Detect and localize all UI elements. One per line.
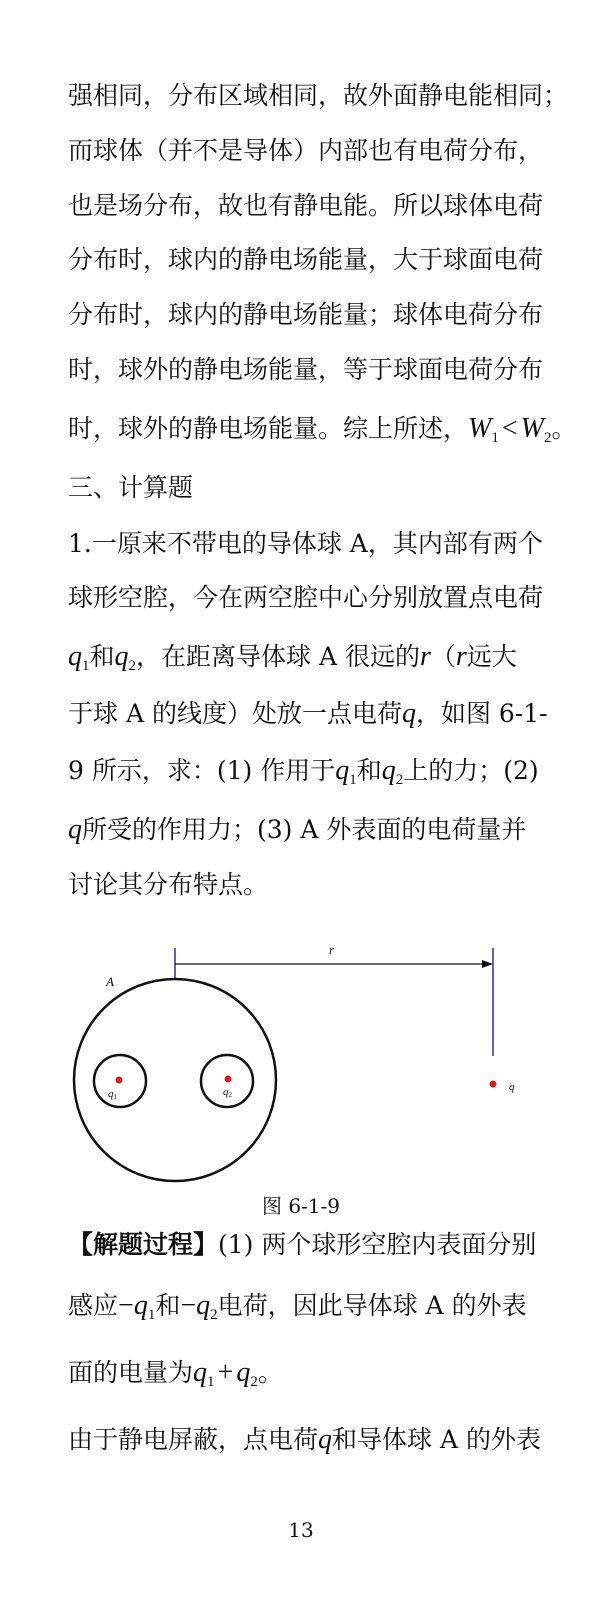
problem-line: 1.一原来不带电的导体球 A，其内部有两个 bbox=[68, 529, 543, 558]
q1-symbol: $q_1$ bbox=[335, 755, 357, 788]
conclusion-text: 时，球外的静电场能量。综上所述， bbox=[68, 414, 469, 443]
neg-q2-symbol: $-q_2$ bbox=[180, 1290, 218, 1323]
W2-symbol: $W_2$ bbox=[520, 413, 552, 446]
W1-symbol: $W_1$ bbox=[468, 413, 499, 446]
neg-q1-symbol: $-q_1$ bbox=[118, 1290, 156, 1323]
conclusion-end: 。 bbox=[551, 414, 577, 443]
section-title: 三、计算题 bbox=[68, 473, 194, 502]
r-symbol: r bbox=[419, 641, 431, 672]
distance-label: r bbox=[329, 942, 335, 957]
conductor-sphere bbox=[74, 979, 276, 1181]
text-line-conclusion bbox=[68, 409, 577, 449]
charge-q bbox=[490, 1081, 497, 1088]
arrow-head bbox=[482, 960, 493, 968]
text-line: 分布时，球内的静电场能量；球体电荷分布 bbox=[68, 300, 544, 329]
problem-line: 于球 A 的线度）处放一点电荷q，如图 6-1- bbox=[68, 698, 548, 729]
q-symbol: q bbox=[318, 1424, 333, 1455]
problem-line: $q_1$和$q_2$，在距离导体球 A 很远的r（r远大 bbox=[68, 641, 517, 674]
solution-line: 面的电量为$q_1 + q_2$。 bbox=[68, 1357, 283, 1390]
problem-line: 讨论其分布特点。 bbox=[68, 870, 269, 899]
plus-sign: + bbox=[217, 1357, 234, 1388]
q2-symbol: $q_2$ bbox=[236, 1357, 258, 1390]
q-label: q bbox=[509, 1081, 515, 1093]
sphere-label: A bbox=[106, 974, 114, 989]
q1-label: q1 bbox=[108, 1088, 117, 1101]
text-line: 分布时，球内的静电场能量，大于球面电荷 bbox=[68, 245, 544, 274]
text-line: 强相同，分布区域相同，故外面静电能相同； bbox=[68, 81, 569, 110]
charge-q2 bbox=[225, 1076, 232, 1083]
solution-line: 感应$-q_1$和$-q_2$电荷，因此导体球 A 的外表 bbox=[68, 1290, 527, 1323]
charge-q1 bbox=[116, 1077, 123, 1084]
q-symbol: q bbox=[68, 814, 82, 845]
solution-line: 【解题过程】(1) 两个球形空腔内表面分别 bbox=[68, 1230, 537, 1259]
solution-line: 由于静电屏蔽，点电荷q和导体球 A 的外表 bbox=[68, 1424, 541, 1455]
q-symbol: q bbox=[401, 698, 416, 729]
solution-title: 【解题过程】 bbox=[68, 1230, 219, 1259]
q2-symbol: $q_2$ bbox=[114, 641, 137, 674]
figure-6-1-9 bbox=[0, 930, 602, 1190]
figure-caption: 图 6-1-9 bbox=[261, 1194, 341, 1218]
text-line: 时，球外的静电场能量，等于球面电荷分布 bbox=[68, 355, 544, 384]
text-line: 而球体（并不是导体）内部也有电荷分布， bbox=[68, 136, 544, 165]
page-number: 13 bbox=[288, 1518, 314, 1542]
problem-line: 9 所示，求：(1) 作用于$q_1$和$q_2$上的力；(2) bbox=[68, 755, 539, 788]
r-symbol: r bbox=[455, 641, 467, 672]
problem-line: q所受的作用力；(3) A 外表面的电荷量并 bbox=[68, 814, 527, 845]
q2-label: q2 bbox=[223, 1086, 232, 1099]
problem-line: 球形空腔，今在两空腔中心分别放置点电荷 bbox=[68, 583, 544, 612]
less-than-sign: < bbox=[501, 413, 518, 444]
q2-symbol: $q_2$ bbox=[381, 755, 404, 788]
q1-symbol: $q_1$ bbox=[68, 641, 90, 674]
text-line: 也是场分布，故也有静电能。所以球体电荷 bbox=[68, 191, 544, 220]
q1-symbol: $q_1$ bbox=[193, 1357, 215, 1390]
